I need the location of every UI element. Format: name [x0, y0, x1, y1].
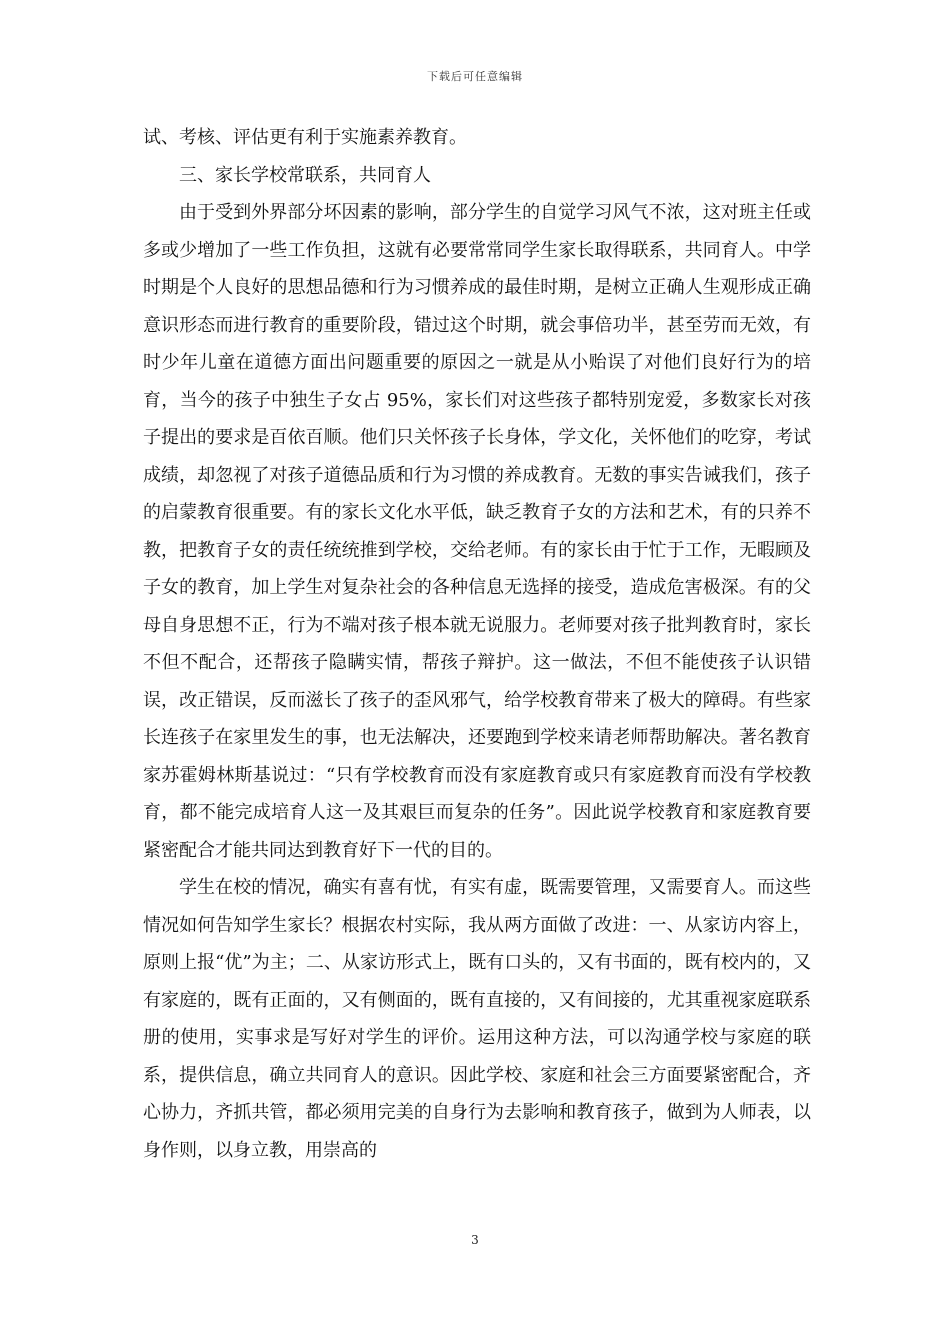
section-heading: 三、家长学校常联系，共同育人 [179, 164, 431, 186]
page-number: 3 [471, 1233, 479, 1247]
paragraph-1: 由于受到外界部分坏因素的影响，部分学生的自觉学习风气不浓，这对班主任或多或少增加了一些工作负担，这就有必要常常同学生家长取得联系，共同育人。中学时期是个人良好的思想品德和行为习惯养成的最佳时期，是树立正确人生观形成正确意识形态而进行教育的重要阶段，错过这个时期，就会事倍功半，甚至劳而无效，有时少年儿童在道德方面出问题重要的原因之一就是从小贻误了对他们良好行为的培育，当今的孩子中独生子女占 95%，家长们对这些孩子都特别宠爱，多数家长对孩子提出的要求是百依百顺。他们只关怀孩子长身体，学文化，关怀他们的吃穿，考试成绩，却忽视了对孩子道德品质和行为习惯的养成教育。无数的事实告诫我们，孩子的启蒙教育很重要。有的家长文化水平低，缺乏教育子女的方法和艺术，有的只养不教，把教育子女的责任统统推到学校，交给老师。有的家长由于忙于工作，无暇顾及子女的教育，加上学生对复杂社会的各种信息无选择的接受，造成危害极深。有的父母自身思想不正，行为不端对孩子根本就无说服力。老师要对孩子批判教育时，家长不但不配合，还帮孩子隐瞒实情，帮孩子辩护。这一做法，不但不能使孩子认识错误，改正错误，反而滋长了孩子的歪风邪气，给学校教育带来了极大的障碍。有些家长连孩子在家里发生的事，也无法解决，还要跑到学校来请老师帮助解决。著名教育家苏霍姆林斯基说过：“只有学校教育而没有家庭教育或只有家庭教育而没有学校教育，都不能完成培育人这一及其艰巨而复杂的任务”。因此说学校教育和家庭教育要紧密配合才能共同达到教育好下一代的目的。 [143, 202, 811, 861]
body-text [143, 119, 811, 1169]
header-note: 下载后可任意编辑 [427, 70, 523, 83]
paragraph-2: 学生在校的情况，确实有喜有忧，有实有虚，既需要管理，又需要育人。而这些情况如何告知学生家长？根据农村实际，我从两方面做了改进：一、从家访内容上，原则上报“优”为主；二、从家访形式上，既有口头的，又有书面的，既有校内的，又有家庭的，既有正面的，又有侧面的，既有直接的，又有间接的，尤其重视家庭联系册的使用，实事求是写好对学生的评价。运用这种方法，可以沟通学校与家庭的联系，提供信息，确立共同育人的意识。因此学校、家庭和社会三方面要紧密配合，齐心协力，齐抓共管，都必须用完美的自身行为去影响和教育孩子，做到为人师表，以身作则，以身立教，用崇高的 [143, 877, 811, 1161]
paragraph-continuation: 试、考核、评估更有利于实施素养教育。 [143, 127, 467, 148]
